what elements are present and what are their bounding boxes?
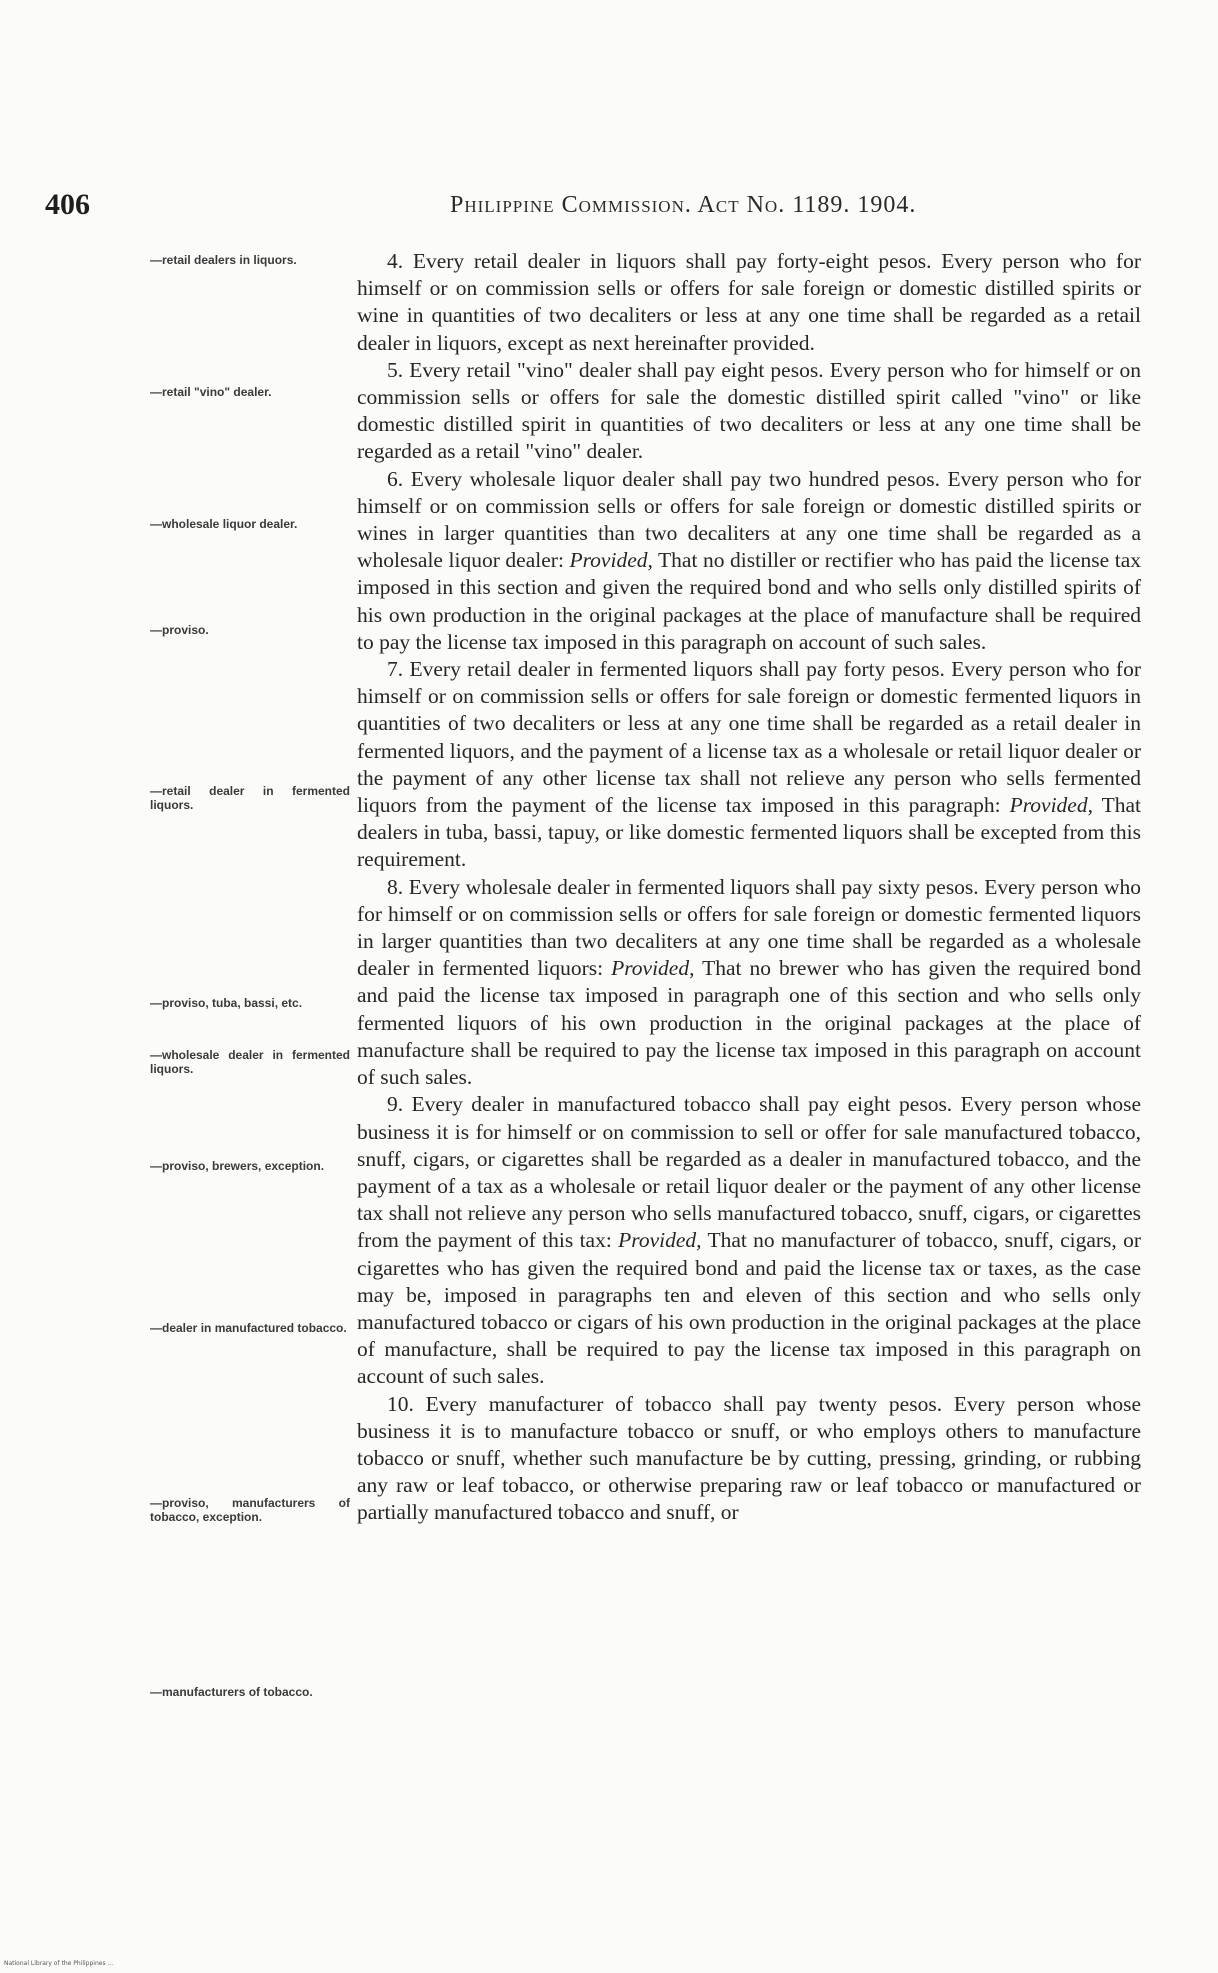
- proviso-word: Provided,: [1009, 793, 1093, 818]
- margin-note: —wholesale liquor dealer.: [150, 517, 298, 531]
- paragraph-number: 4.: [387, 249, 404, 273]
- paragraph-text: That dealers in tuba, bassi, tapuy, or like domestic fermented liquors shall be excepted from this requirement.: [357, 793, 1142, 872]
- margin-note: —retail dealer in fermented liquors.: [150, 784, 350, 812]
- proviso-word: Provided,: [611, 956, 695, 981]
- margin-note: —proviso, manufacturers of tobacco, exception.: [150, 1496, 350, 1524]
- paragraph-number: 10.: [387, 1391, 414, 1416]
- margin-note: —dealer in manufactured tobacco.: [150, 1321, 347, 1335]
- paragraph-number: 6.: [387, 466, 404, 491]
- paragraph-number: 8.: [387, 874, 404, 899]
- paragraph-number: 7.: [387, 657, 404, 682]
- margin-note: —proviso.: [150, 623, 209, 637]
- paragraph-5: [357, 357, 1141, 466]
- paragraph-10: [357, 1391, 1141, 1527]
- page-header: [45, 188, 1125, 228]
- margin-note: —retail dealers in liquors.: [150, 253, 297, 267]
- paragraph-text: That no manufacturer of tobacco, snuff, cigars, or cigarettes who has given the required bond and paid the license tax or taxes, as the case may be, imposed in paragraphs ten and eleven of this section and who sells only manufactured tobacco or cigars of his own production in the original packages at the place of manufacture, shall be required to pay the license tax imposed in this paragraph on account of such sales.: [357, 1228, 1141, 1389]
- margin-note: —wholesale dealer in fermented liquors.: [150, 1048, 350, 1076]
- paragraph-text: Every manufacturer of tobacco shall pay twenty pesos. Every person whose business it is to manufacture tobacco or snuff, or who employs others to manufacture tobacco or snuff, whether such manufacture be by cutting, pressing, grinding, or rubbing any raw or leaf tobacco, or otherwise preparing raw or leaf tobacco or manufactured or partially manufactured tobacco and snuff, or: [357, 1391, 1141, 1525]
- paragraph-number: 9.: [387, 1092, 404, 1117]
- margin-note: —manufacturers of tobacco.: [150, 1685, 313, 1699]
- paragraph-9: [357, 1091, 1141, 1390]
- paragraph-text: Every wholesale liquor dealer shall pay two hundred pesos. Every person who for himself or on commission sells or offers for sale foreign or domestic distilled spirits or wines in larger quantities than two decaliters at any one time shall be regarded as a wholesale liquor dealer:: [357, 466, 1141, 573]
- paragraph-8: [357, 874, 1141, 1092]
- margin-note: —proviso, tuba, bassi, etc.: [150, 996, 303, 1010]
- paragraph-7: [357, 656, 1141, 874]
- paragraph-number: 5.: [387, 357, 404, 382]
- page-number: 406: [45, 188, 90, 221]
- scan-stamp: National Library of the Philippines ...: [4, 1960, 114, 1967]
- main-text: [357, 248, 1141, 1527]
- paragraph-text: Every retail "vino" dealer shall pay eight pesos. Every person who for himself or on commission sells or offers for sale the domestic distilled spirit called "vino" or like domestic distilled spirit in quantities of two decaliters or less at any one time shall be regarded as a retail "vino" dealer.: [357, 357, 1141, 464]
- paragraph-text: That no distiller or rectifier who has paid the license tax imposed in this section and given the required bond and who sells only distilled spirits of his own production in the original packages at the place of manufacture shall be required to pay the license tax imposed in this paragraph on account of such sales.: [357, 548, 1142, 654]
- paragraph-text: Every retail dealer in liquors shall pay forty-eight pesos. Every person who for himself or on commission sells or offers for sale foreign or domestic distilled spirits or wine in quantities of two decaliters or less at any one time shall be regarded as a retail dealer in liquors, except as next hereinafter provided.: [357, 249, 1142, 355]
- paragraph-text: Every dealer in manufactured tobacco shall pay eight pesos. Every person whose business it is for himself or on commission to sell or offer for sale manufactured tobacco, snuff, cigars, or cigarettes shall be regarded as a dealer in manufactured tobacco, and the payment of a tax as a wholesale or retail liquor dealer or the payment of any other license tax shall not relieve any person who sells manufactured tobacco, snuff, cigars, or cigarettes from the payment of this tax:: [357, 1092, 1141, 1253]
- paragraph-text: Every wholesale dealer in fermented liquors shall pay sixty pesos. Every person who for himself or on commission sells or offers for sale foreign or domestic fermented liquors in larger quantities than two decaliters at any one time shall be regarded as a wholesale dealer in fermented liquors:: [357, 874, 1142, 981]
- running-title: Philippine Commission. Act No. 1189. 1904.: [450, 192, 917, 218]
- margin-note: —proviso, brewers, exception.: [150, 1159, 325, 1173]
- margin-note: —retail "vino" dealer.: [150, 385, 272, 399]
- paragraph-6: [357, 466, 1141, 656]
- paragraph-text: That no brewer who has given the required bond and paid the license tax imposed in paragraph one of this section and who sells only fermented liquors of his own production in the original packages at the place of manufacture shall be required to pay the license tax imposed in this paragraph on account of such sales.: [357, 956, 1141, 1090]
- proviso-word: Provided,: [618, 1228, 702, 1253]
- proviso-word: Provided,: [569, 548, 653, 573]
- paragraph-text: Every retail dealer in fermented liquors shall pay forty pesos. Every person who for himself or on commission sells or offers for sale foreign or domestic fermented liquors in quantities of two decaliters or less at any one time shall be regarded as a retail dealer in fermented liquors, and the payment of a license tax as a wholesale or retail liquor dealer or the payment of any other license tax shall not relieve any person who sells fermented liquors from the payment of the license tax imposed in this paragraph:: [357, 657, 1142, 818]
- paragraph-4: [357, 248, 1141, 357]
